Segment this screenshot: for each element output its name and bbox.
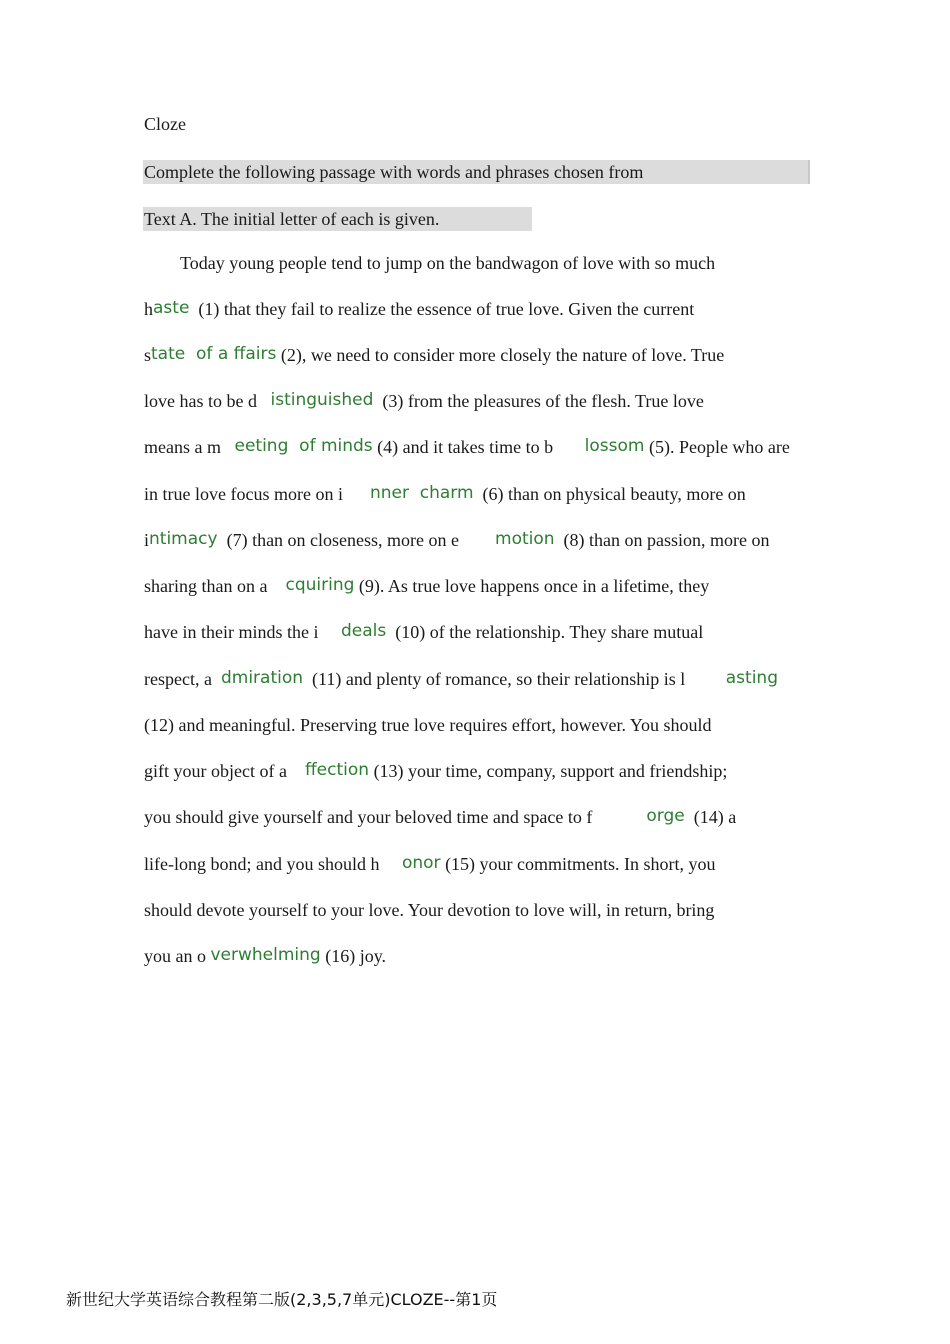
passage-line [144,898,824,922]
answer-14: orge [646,806,685,826]
instruction-line-1: Complete the following passage with words and phrases chosen from [143,160,810,184]
passage-text: should devote yourself to your love. Your devotion to love will, in return, bring [144,900,715,920]
passage-text: respect, a [144,669,221,689]
passage-text: (9). As true love happens once in a lifetime, they [354,576,710,596]
passage-text: (2), we need to consider more closely the nature of love. True [276,345,725,365]
passage-text: Today young people tend to jump on the bandwagon of love with so much [144,253,716,273]
passage-text: (12) and meaningful. Preserving true love requires effort, however. You should [144,715,712,735]
passage-line [144,251,824,275]
passage-text: (15) your commitments. In short, you [440,854,716,874]
page-footer: 新世纪大学英语综合教程第二版(2,3,5,7单元)CLOZE--第1页 [66,1290,498,1309]
passage-text: you should give yourself and your beloved time and space to f [144,807,647,827]
passage-text: (3) from the pleasures of the flesh. True love [373,391,704,411]
passage-text: h [144,299,153,319]
passage-line [144,574,824,599]
passage-line [144,482,824,507]
passage-text: gift your object of a [144,761,305,781]
passage-line [144,759,824,784]
passage-text: have in their minds the i [144,622,341,642]
answer-5: lossom [584,436,645,456]
passage-line [144,435,824,460]
answer-6: nner charm [369,483,474,503]
passage-line [144,944,824,969]
passage-line [144,852,824,877]
instruction-line-2: Text A. The initial letter of each is given. [143,207,532,231]
passage-text: means a m [144,437,235,457]
passage-text: (10) of the relationship. They share mutual [386,622,704,642]
answer-13: ffection [304,760,370,780]
passage-text: (14) a [684,807,737,827]
answer-2: tate of a ffairs [151,344,277,364]
passage-line [144,620,824,645]
passage-text: (4) and it takes time to b [372,437,585,457]
passage-text: s [144,345,152,365]
answer-3: istinguished [270,390,374,410]
passage-line [144,667,824,692]
passage-line [144,297,824,322]
passage-text: i [144,530,150,550]
passage-text: love has to be d [144,391,271,411]
passage-text: you an o [144,946,211,966]
passage-text: (1) that they fail to realize the essence of true love. Given the current [189,299,695,319]
passage-line [144,528,824,553]
answer-12: asting [725,668,778,688]
answer-4: eeting of minds [234,436,373,456]
passage-text: (13) your time, company, support and friendship; [369,761,728,781]
passage-line [144,343,824,368]
passage-text: (8) than on passion, more on [554,530,770,550]
answer-15: onor [401,853,441,873]
passage-text: (11) and plenty of romance, so their relationship is l [303,669,726,689]
passage-text: (5). People who are [644,437,790,457]
document-title: Cloze [144,114,186,134]
answer-8: motion [495,529,555,549]
passage-text: life-long bond; and you should h [144,854,402,874]
passage-text: (7) than on closeness, more on e [217,530,496,550]
passage-text: in true love focus more on i [144,484,370,504]
passage-text: (16) joy. [320,946,387,966]
passage-text: sharing than on a [144,576,286,596]
answer-9: cquiring [285,575,355,595]
passage-text: (6) than on physical beauty, more on [473,484,746,504]
passage-line [144,805,824,830]
answer-11: dmiration [220,668,304,688]
answer-10: deals [340,621,387,641]
answer-16: verwhelming [210,945,321,965]
answer-7: ntimacy [149,529,218,549]
answer-1: aste [153,298,190,318]
passage-line [144,389,824,414]
passage-line [144,713,824,737]
